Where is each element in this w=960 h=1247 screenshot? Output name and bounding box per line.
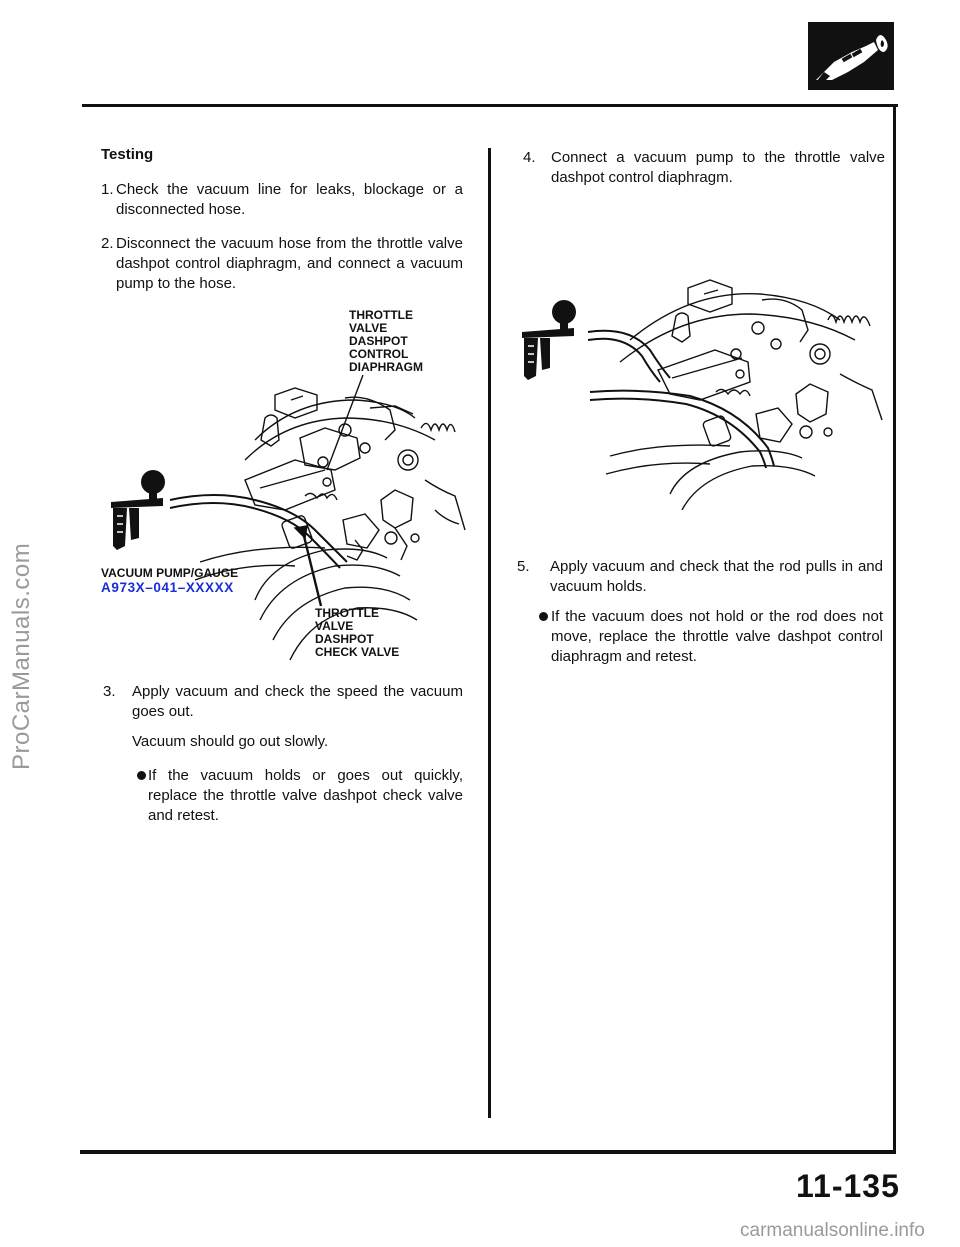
step-5 xyxy=(517,557,883,599)
fuel-section-icon xyxy=(808,22,894,90)
side-watermark-text: ProCarManuals.com xyxy=(8,542,35,770)
step-3-note: Vacuum should go out slowly. xyxy=(132,733,329,750)
label-vacuum-pump: VACUUM PUMP/GAUGE xyxy=(101,566,239,580)
label-line: THROTTLE xyxy=(349,308,413,322)
step-4 xyxy=(521,148,885,190)
step-5-bullet-text: If the vacuum does not hold or the rod does not move, replace the throttle valve dashpot control diaphragm and retest. xyxy=(551,608,883,665)
step-3-bullet-text: If the vacuum holds or goes out quickly, replace the throttle valve dashpot check valve and retest. xyxy=(148,767,463,824)
label-line: VALVE xyxy=(349,321,388,335)
tool-part-number: A973X–041–XXXXX xyxy=(101,580,234,595)
footer-watermark: carmanualsonline.info xyxy=(740,1220,925,1241)
step-5-text: Apply vacuum and check that the rod pulls in and vacuum holds. xyxy=(550,558,883,595)
step-3 xyxy=(101,682,463,724)
label-line: DASHPOT xyxy=(315,632,374,646)
label-line: DIAPHRAGM xyxy=(349,360,423,374)
label-line: DASHPOT xyxy=(349,334,408,348)
figure-right xyxy=(510,270,890,510)
frame-right-rule xyxy=(893,104,896,1152)
step-3-text: Apply vacuum and check the speed the vacuum goes out. xyxy=(132,683,463,720)
column-divider xyxy=(488,148,491,1118)
step-2-text: Disconnect the vacuum hose from the throttle valve dashpot control diaphragm, and connect a vacuum pump to the hose. xyxy=(116,235,463,292)
frame-bottom-rule xyxy=(80,1150,896,1154)
step-4-number: 4. xyxy=(523,149,536,166)
label-line: THROTTLE xyxy=(315,606,379,620)
label-line: VALVE xyxy=(315,619,354,633)
step-4-text: Connect a vacuum pump to the throttle valve dashpot control diaphragm. xyxy=(551,149,885,186)
label-line: CHECK VALVE xyxy=(315,645,400,659)
step-1 xyxy=(101,180,463,222)
label-check-valve xyxy=(315,607,399,659)
vacuum-pump-icon xyxy=(105,468,169,554)
bullet-icon xyxy=(137,771,146,780)
vacuum-pump-icon xyxy=(516,298,580,384)
section-heading: Testing xyxy=(101,146,154,163)
label-control-diaphragm xyxy=(349,309,423,374)
step-5-number: 5. xyxy=(517,558,530,575)
frame-top-rule xyxy=(82,104,898,107)
step-2 xyxy=(101,234,463,294)
label-line: CONTROL xyxy=(349,347,409,361)
step-1-number: 1. xyxy=(101,181,114,198)
step-2-number: 2. xyxy=(101,235,114,252)
step-1-text: Check the vacuum line for leaks, blockage or a disconnected hose. xyxy=(116,181,463,218)
bullet-icon xyxy=(539,612,548,621)
page-number: 11-135 xyxy=(796,1168,900,1204)
step-3-number: 3. xyxy=(103,683,116,700)
